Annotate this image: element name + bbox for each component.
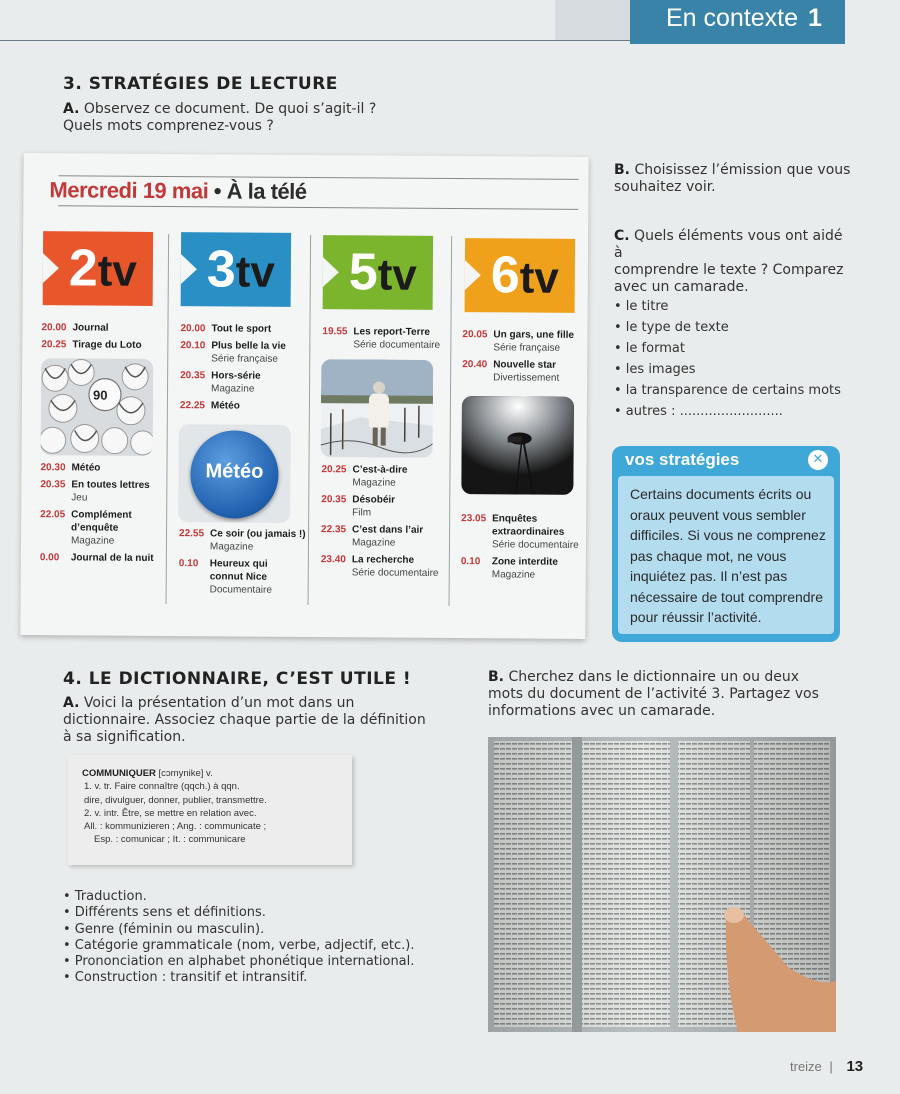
list-item: • les images [614,362,696,377]
tv-guide-card [20,153,588,639]
section-4-question-a [63,695,463,746]
program-row [40,508,175,548]
strategies-line: nécessaire de tout comprendre [630,588,823,605]
dict-line: 2. v. intr. Être, se mettre en relation avec. [84,807,257,819]
program-title: Désobéir [352,494,396,506]
program-name: Tout le sport [211,323,272,335]
program-time: 22.35 [321,524,347,536]
program-time: 22.55 [178,528,205,540]
question-b-line1: Cherchez dans le dictionnaire un ou deux [508,669,800,685]
program-genre: Série française [211,353,278,365]
program-row [41,321,176,335]
loto-balls-image [41,358,154,456]
list-item: • Construction : transitif et intransitif. [63,970,308,986]
section-3-question-a [63,101,463,135]
header-title: En contexte [666,4,799,32]
elements-list [614,296,854,422]
tv-guide-date: Mercredi 19 mai [49,177,209,204]
question-c-line2: comprendre le texte ? Comparez [614,262,844,278]
program-genre: Série documentaire [491,539,579,551]
channel-2tv-programs-late [40,461,176,569]
channel-suffix: tv [377,250,418,300]
program-row [321,463,456,490]
list-item: • le titre [614,299,669,314]
program-title: Enquêtes extraordinaires [492,513,565,538]
program-genre: Magazine [211,383,255,395]
meteo-image [178,424,291,523]
program-time: 22.05 [40,509,66,521]
program-title: Plus belle la vie [211,340,286,352]
program-row [180,322,315,336]
footer-separator: | [829,1059,833,1074]
channel-number: 3 [206,240,236,299]
program-row [321,493,456,520]
channel-2tv-programs [41,321,176,356]
program-name [493,328,574,355]
strategies-box [612,446,840,642]
program-time: 0.10 [460,556,481,568]
dict-headword-line [82,767,338,780]
question-b-line1: Choisissez l’émission que vous [634,162,851,178]
close-icon: ✕ [808,450,828,470]
question-b-letter: B. [614,162,630,178]
dict-line: All. : kommunizieren ; Ang. : communicate ; [84,821,267,833]
program-genre: Magazine [352,477,396,489]
program-title: La recherche [351,554,415,566]
program-name [352,493,395,519]
program-genre: Série documentaire [351,567,439,579]
program-title: Hors-série [211,370,261,382]
channel-5tv-logo [323,235,434,310]
program-genre: Film [352,507,372,519]
program-name [211,369,261,395]
program-title: C’est dans l’air [352,524,424,536]
program-row [180,369,315,396]
strategies-line: Certains documents écrits ou [630,486,812,502]
program-time: 22.25 [179,400,205,412]
strategies-line: inquiétez pas. Il n’est pas [630,568,788,584]
section-4-question-b [488,669,848,720]
channel-suffix: tv [519,253,560,303]
program-name: Tirage du Loto [72,339,142,351]
program-genre: Magazine [351,537,396,549]
program-title: Ce soir (ou jamais !) [209,528,306,541]
strategies-line: pour réussir l’activité. [630,609,762,625]
channel-2tv-logo [43,231,154,306]
program-row [462,358,597,385]
list-item: • Catégorie grammaticale (nom, verbe, adjectif, etc.). [63,937,415,953]
program-time: 20.25 [41,339,67,351]
program-row [41,338,176,352]
program-row [461,555,596,582]
dict-headword: COMMUNIQUER [82,768,156,779]
program-name [492,512,582,552]
logo-notch [181,254,197,284]
logo-notch [43,253,59,283]
program-genre: Jeu [71,492,88,504]
question-a-line3: à sa signification. [63,729,186,745]
program-name [210,557,280,596]
program-time: 20.35 [321,494,347,506]
channel-suffix: tv [235,247,276,297]
program-row [321,553,456,580]
program-title: Nouvelle star [493,359,557,371]
program-name: Météo [71,462,101,474]
list-item: • Genre (féminin ou masculin). [63,921,265,937]
program-genre: Série française [493,342,561,354]
question-c-letter: C. [614,228,630,244]
program-name [352,463,407,489]
question-a-letter: A. [63,101,80,117]
channel-6tv-programs-late [461,512,597,586]
header-number: 1 [808,4,822,32]
loto-ball-number: 90 [92,387,108,403]
strategies-line: oraux peuvent vous sembler [630,506,806,523]
channel-3tv-logo [181,232,292,307]
program-time: 19.55 [322,326,348,338]
list-item: • autres : ......................... [614,404,783,419]
microphone-image [461,396,574,495]
program-name [71,478,150,505]
loto-balls-drawing [41,358,154,456]
program-genre: Magazine [70,535,115,547]
definition-parts-list [63,889,463,987]
program-row [180,399,315,413]
channel-5tv-programs-late [321,463,457,584]
program-time: 0.10 [178,558,199,570]
microphone-drawing [461,396,574,495]
strategies-line: pas chaque mot, ne vous [630,547,787,564]
program-time: 20.05 [462,329,488,341]
channel-number: 5 [348,243,378,302]
list-item: • Différents sens et définitions. [63,905,266,921]
tv-guide-title [49,177,306,205]
section-header-tab [630,0,845,44]
meteo-label: Météo [205,460,264,483]
dict-line: dire, divulguer, donner, publier, transmettre. [84,794,267,806]
program-name [352,523,423,549]
channel-suffix: tv [97,246,138,296]
dictionary-photo [488,737,836,1032]
program-name: Journal [72,322,109,334]
question-b-line2: mots du document de l’activité 3. Partagez vos [488,686,819,702]
strategies-title: vos stratégies [625,450,740,469]
program-row [40,478,175,505]
question-b [614,162,854,196]
question-c [614,228,854,296]
program-title: Un gars, une fille [493,329,575,341]
program-name: Journal de la nuit [70,552,154,564]
program-name [211,339,286,366]
program-genre: Magazine [209,541,254,553]
question-b-line3: informations avec un camarade. [488,703,716,719]
program-genre: Série documentaire [353,339,441,351]
dict-line: Esp. : comunicar ; It. : communicare [94,834,246,846]
channel-3tv-programs-late [179,527,315,601]
question-a-line2: Quels mots comprenez-vous ? [63,118,274,134]
program-row [461,512,596,552]
strategies-body [618,476,834,634]
program-time: 20.35 [40,479,66,491]
program-row [321,523,456,550]
snow-landscape-image [321,359,434,458]
program-time: 20.30 [40,462,66,474]
dictionary-entry-card [68,755,352,865]
channel-6tv-programs [462,328,597,389]
channel-5tv-programs [322,325,457,356]
card-title-rule-bottom [58,205,578,210]
question-a-line1: Voici la présentation d’un mot dans un [83,695,355,711]
program-genre: Divertissement [493,372,560,384]
program-title: Complément d’enquête [71,509,132,534]
program-title: C’est-à-dire [352,464,408,476]
program-time: 23.40 [320,554,346,566]
section-4-title: 4. LE DICTIONNAIRE, C’EST UTILE ! [63,669,412,689]
logo-notch [465,260,481,290]
program-name [353,325,440,352]
program-name: Météo [210,400,240,412]
program-row [179,527,314,554]
header-ghost-tab [555,0,630,40]
program-genre: Documentaire [209,584,272,596]
program-name [492,555,558,581]
question-a-line1: Observez ce document. De quoi s’agit-il ? [83,101,377,117]
snow-landscape-drawing [321,359,434,458]
page-footer [790,1058,863,1075]
program-time: 20.40 [462,359,488,371]
program-name [352,553,439,580]
program-row [40,551,175,565]
channel-number: 2 [68,239,98,298]
program-row [40,461,175,475]
program-time: 20.00 [41,322,67,334]
program-time: 20.25 [321,464,347,476]
list-item: • le type de texte [614,320,729,335]
question-b-letter: B. [488,669,504,685]
question-b-line2: souhaitez voir. [614,179,716,195]
header-rule [0,40,630,41]
question-a-letter: A. [63,695,80,711]
tv-guide-sep: • [208,178,227,204]
program-time: 20.00 [180,323,206,335]
program-row [322,325,457,352]
program-time: 23.05 [461,513,487,525]
list-item: • Traduction. [63,889,147,904]
list-item: • le format [614,341,685,356]
program-genre: Magazine [491,569,536,581]
page-number: 13 [846,1058,864,1075]
program-row [462,328,597,355]
channel-6tv-logo [465,238,576,313]
channel-3tv-programs [180,322,316,417]
channel-number: 6 [490,246,520,305]
question-c-line3: avec un camarade. [614,279,749,295]
program-title: Les report-Terre [353,326,431,338]
program-title: En toutes lettres [71,479,150,491]
program-time: 20.10 [180,340,206,352]
program-name [210,527,306,554]
program-title: Heureux qui connut Nice [209,558,268,583]
program-name [493,358,559,384]
dict-line: 1. v. tr. Faire connaître (qqch.) à qqn. [84,781,240,793]
tv-guide-heading: À la télé [226,178,307,205]
program-name [71,508,151,548]
dict-phonetic: [cɔmynike] v. [155,768,213,779]
list-item: • Prononciation en alphabet phonétique international. [63,954,415,970]
list-item: • la transparence de certains mots [614,383,841,398]
question-a-line2: dictionnaire. Associez chaque partie de la définition [63,712,426,728]
footer-word: treize [790,1059,822,1074]
program-time: 20.35 [180,370,206,382]
logo-notch [323,257,339,287]
program-time: 0.00 [39,552,60,564]
question-c-line1: Quels éléments vous ont aidé à [614,228,843,261]
program-row [180,339,315,366]
section-3-title: 3. STRATÉGIES DE LECTURE [63,74,338,94]
dictionary-photo-drawing [488,737,836,1032]
strategies-line: difficiles. Si vous ne comprenez [630,527,826,543]
program-title: Zone interdite [491,556,559,568]
program-row [179,557,314,597]
